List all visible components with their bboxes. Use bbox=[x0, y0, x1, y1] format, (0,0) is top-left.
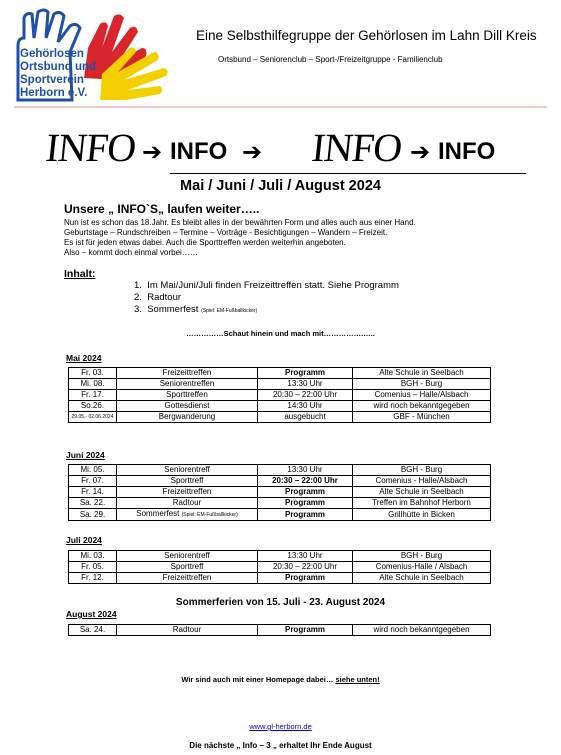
event-cell: Seniorentreff bbox=[117, 465, 258, 476]
header-divider bbox=[14, 106, 547, 108]
date-cell: Fr. 17. bbox=[69, 390, 117, 401]
see-below-link: siehe unten! bbox=[335, 675, 380, 684]
date-cell: Sa. 29. bbox=[69, 509, 117, 521]
place-cell: Alte Schule in Seelbach bbox=[353, 487, 491, 498]
time-cell: 20:30 – 22:00 Uhr bbox=[258, 476, 353, 487]
time-cell: Programm bbox=[258, 498, 353, 509]
date-cell: Fr. 12. bbox=[69, 573, 117, 584]
logo-line: Sportverein bbox=[20, 74, 84, 86]
table-row bbox=[69, 412, 491, 423]
time-cell: Programm bbox=[258, 573, 353, 584]
place-cell: BGH - Burg bbox=[353, 551, 491, 562]
table-row bbox=[69, 625, 491, 636]
event-cell: Freizeittreffen bbox=[117, 368, 258, 379]
item-number: 1. bbox=[134, 280, 142, 291]
logo-line: Gehörlosen bbox=[20, 48, 84, 60]
date-cell: Sa. 24. bbox=[69, 625, 117, 636]
table-row bbox=[69, 551, 491, 562]
month-heading-june: Juni 2024 bbox=[66, 450, 105, 460]
table-row bbox=[69, 562, 491, 573]
intro-line: Nun ist es schon das 18.Jahr. Es bleibt alles in der bewährten Form und alles auch aus einer Hand. bbox=[64, 218, 416, 227]
event-cell: Seniorentreff bbox=[117, 551, 258, 562]
place-cell: Comenius - Halle/Alsbach bbox=[353, 476, 491, 487]
contents-label: Inhalt: bbox=[64, 268, 96, 280]
place-cell: Treffen im Bahnhof Herborn bbox=[353, 498, 491, 509]
event-cell: Freizeittreffen bbox=[117, 573, 258, 584]
contents-item bbox=[134, 304, 399, 317]
item-text: Radtour bbox=[147, 292, 182, 303]
time-cell: Programm bbox=[258, 487, 353, 498]
event-cell: Sporttreffen bbox=[117, 390, 258, 401]
intro-text bbox=[64, 218, 534, 258]
place-cell: GBF - München bbox=[353, 412, 491, 423]
time-cell: Programm bbox=[258, 368, 353, 379]
banner-underline bbox=[170, 173, 526, 174]
info-word-bold: INFO bbox=[170, 138, 228, 165]
event-cell: Seniorentreffen bbox=[117, 379, 258, 390]
org-title: Eine Selbsthilfegruppe der Gehörlosen im Lahn Dill Kreis bbox=[196, 28, 537, 43]
time-cell: 13:30 Uhr bbox=[258, 465, 353, 476]
place-cell: BGH - Burg bbox=[353, 465, 491, 476]
place-cell: Grillhütte in Bicken bbox=[353, 509, 491, 521]
place-cell: BGH - Burg bbox=[353, 379, 491, 390]
homepage-text: Wir sind auch mit einer Homepage dabei… bbox=[181, 675, 336, 684]
item-text: Sommerfest bbox=[147, 304, 199, 315]
item-number: 2. bbox=[134, 292, 142, 303]
arrow-right-icon: ➔ bbox=[410, 139, 431, 166]
date-cell: So.26. bbox=[69, 401, 117, 412]
date-cell: Fr. 03. bbox=[69, 368, 117, 379]
info-banner bbox=[43, 124, 536, 172]
info-word-large: INFO bbox=[43, 125, 138, 170]
item-note: (Spiel: EM-Fußballkicker) bbox=[201, 308, 258, 314]
table-row bbox=[69, 509, 491, 521]
event-cell: Sporttreff bbox=[117, 562, 258, 573]
date-cell: Fr. 14. bbox=[69, 487, 117, 498]
date-cell: Mi. 03. bbox=[69, 551, 117, 562]
time-cell: 14:30 Uhr bbox=[258, 401, 353, 412]
table-row bbox=[69, 379, 491, 390]
date-cell: Mi. 08. bbox=[69, 379, 117, 390]
schedule-table-august bbox=[68, 624, 491, 636]
table-row bbox=[69, 487, 491, 498]
event-note: (Spiel: EM-Fußballkicker) bbox=[181, 512, 238, 518]
table-row bbox=[69, 368, 491, 379]
date-cell: Mi. 05. bbox=[69, 465, 117, 476]
arrow-right-icon: ➔ bbox=[242, 139, 263, 166]
place-cell: wird noch bekanntgegeben bbox=[353, 625, 491, 636]
schedule-table-may bbox=[68, 367, 491, 423]
contents-item bbox=[134, 280, 399, 292]
table-row bbox=[69, 476, 491, 487]
event-cell: Gottesdienst bbox=[117, 401, 258, 412]
table-row bbox=[69, 498, 491, 509]
item-number: 3. bbox=[134, 304, 142, 315]
table-row bbox=[69, 401, 491, 412]
event-text: Sommerfest bbox=[136, 509, 180, 518]
intro-line: Geburtstage – Rundschreiben – Termine – Vorträge - Besichtigungen – Wandern – Freizeit. bbox=[64, 228, 388, 237]
period-title: Mai / Juni / Juli / August 2024 bbox=[180, 178, 381, 194]
place-cell: Alte Schule in Seelbach bbox=[353, 368, 491, 379]
arrow-right-icon: ➔ bbox=[142, 139, 163, 166]
time-cell: ausgebucht bbox=[258, 412, 353, 423]
intro-line: Es ist für jeden etwas dabei. Auch die Sporttreffen werden weiterhin angeboten. bbox=[64, 238, 346, 247]
intro-line: Also – kommt doch einmal vorbei…… bbox=[64, 248, 198, 257]
place-cell: Alte Schule in Seelbach bbox=[353, 573, 491, 584]
logo-line: Herborn e.V. bbox=[20, 87, 88, 99]
info-word-large: INFO bbox=[309, 125, 404, 170]
event-cell: Radtour bbox=[117, 498, 258, 509]
logo-text bbox=[20, 48, 96, 100]
table-row bbox=[69, 573, 491, 584]
time-cell: 13:30 Uhr bbox=[258, 551, 353, 562]
schedule-table-june bbox=[68, 464, 491, 521]
place-cell: Comenius-Halle / Alsbach bbox=[353, 562, 491, 573]
contents-list bbox=[134, 280, 399, 317]
time-cell: Programm bbox=[258, 509, 353, 521]
schedule-table-july bbox=[68, 550, 491, 584]
time-cell: Programm bbox=[258, 625, 353, 636]
tagline: ……………Schaut hinein und mach mit…………….….. bbox=[186, 329, 375, 338]
time-cell: 20:30 – 22:00 Uhr bbox=[258, 390, 353, 401]
intro-heading: Unsere „ INFO`S„ laufen weiter….. bbox=[64, 202, 260, 216]
date-cell: Fr. 05. bbox=[69, 562, 117, 573]
date-cell: Sa. 22. bbox=[69, 498, 117, 509]
info-word-bold: INFO bbox=[438, 138, 496, 165]
month-heading-august: August 2024 bbox=[66, 609, 117, 619]
club-logo bbox=[14, 8, 184, 104]
time-cell: 20:30 – 22:00 Uhr bbox=[258, 562, 353, 573]
time-cell: 13:30 Uhr bbox=[258, 379, 353, 390]
place-cell: Comenius – Halle/Alsbach bbox=[353, 390, 491, 401]
table-row bbox=[69, 465, 491, 476]
logo-line: Ortsbund und bbox=[20, 61, 97, 73]
event-cell: Bergwanderung bbox=[117, 412, 258, 423]
next-info-note: Die nächste „ Info – 3 „ erhaltet Ihr Ende August bbox=[189, 741, 372, 750]
month-heading-may: Mai 2024 bbox=[66, 353, 102, 363]
website-link[interactable]: www.gl-herborn.de bbox=[249, 722, 312, 731]
event-cell: Sporttreff bbox=[117, 476, 258, 487]
item-text: Im Mai/Juni/Juli finden Freizeittreffen statt. Siehe Programm bbox=[147, 280, 399, 291]
place-cell: wird noch bekanntgegeben bbox=[353, 401, 491, 412]
contents-item bbox=[134, 292, 399, 304]
date-cell: Fr. 07. bbox=[69, 476, 117, 487]
date-cell: 29.05.- 02.06.2024 bbox=[69, 412, 117, 423]
month-heading-july: Juli 2024 bbox=[66, 535, 102, 545]
event-cell: Radtour bbox=[117, 625, 258, 636]
org-subtitle: Ortsbund – Seniorenclub – Sport-/Freizeitgruppe - Familienclub bbox=[218, 55, 443, 64]
homepage-note bbox=[0, 675, 561, 684]
event-cell: Freizeittreffen bbox=[117, 487, 258, 498]
event-cell bbox=[117, 509, 258, 521]
table-row bbox=[69, 390, 491, 401]
summer-holidays-note: Sommerferien von 15. Juli - 23. August 2024 bbox=[175, 597, 386, 608]
